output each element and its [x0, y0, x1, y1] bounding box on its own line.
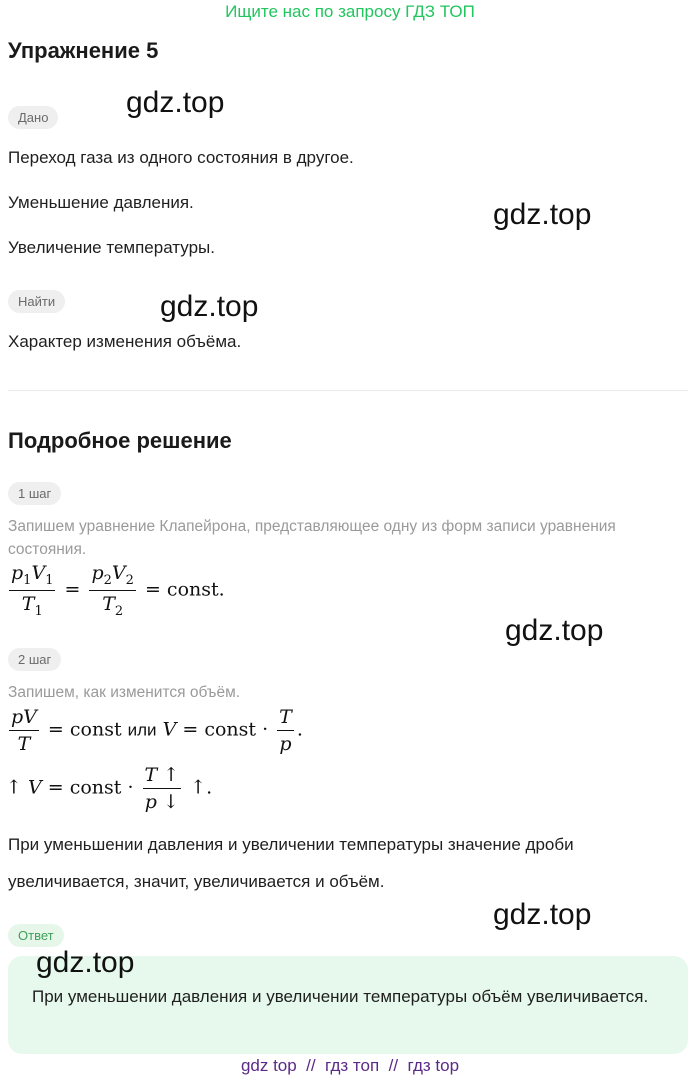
clapeyron-equation: $\frac{p_1V_1}{T_1}$ = $\frac{p_2V_2}{T_2}$ = const. [11, 562, 225, 619]
step1-text: Запишем уравнение Клапейрона, представляющее одну из форм записи уравнения состояния. [8, 518, 616, 558]
given-line-2: Уменьшение давления. [8, 193, 194, 212]
solution-title: Подробное решение [8, 428, 232, 453]
given-line-3: Увеличение температуры. [8, 238, 215, 257]
footer-links: gdz top // гдз топ // гдз top [240, 1056, 460, 1075]
top-banner: Ищите нас по запросу ГДЗ ТОП [225, 2, 475, 21]
step2-conclusion: При уменьшении давления и увеличении температуры значение дроби увеличивается, значит, увеличивается и объём. [8, 835, 574, 891]
given-line-1: Переход газа из одного состояния в другое. [8, 148, 354, 167]
watermark: gdz.top [505, 614, 604, 647]
answer-chip-wrapper [8, 924, 64, 947]
volume-equation: $\frac{pV}{T}$ = const или V = const · $\frac{T}{p}$ . [11, 706, 303, 755]
divider [8, 390, 688, 391]
given-chip-wrapper [8, 106, 58, 129]
step2-chip: 2 шаг [8, 648, 61, 671]
watermark: gdz.top [493, 898, 592, 931]
page-title: Упражнение 5 [8, 38, 159, 63]
find-chip: Найти [8, 290, 65, 313]
answer-chip: Ответ [8, 924, 64, 947]
or-word: или [127, 720, 157, 740]
step1-chip: 1 шаг [8, 482, 61, 505]
answer-text: При уменьшении давления и увеличении температуры объём увеличивается. [32, 987, 649, 1006]
find-line: Характер изменения объёма. [8, 332, 242, 351]
watermark: gdz.top [126, 86, 225, 119]
watermark: gdz.top [160, 290, 259, 323]
watermark: gdz.top [493, 198, 592, 231]
step2-chip-wrapper [8, 648, 61, 671]
find-chip-wrapper [8, 290, 65, 313]
watermark: gdz.top [36, 946, 135, 979]
step2-text: Запишем, как изменится объём. [8, 684, 241, 701]
given-chip: Дано [8, 106, 58, 129]
step1-chip-wrapper [8, 482, 61, 505]
arrow-equation: ↑ V = const · $\frac{T ↑}{p ↓}$ ↑. [6, 764, 213, 813]
